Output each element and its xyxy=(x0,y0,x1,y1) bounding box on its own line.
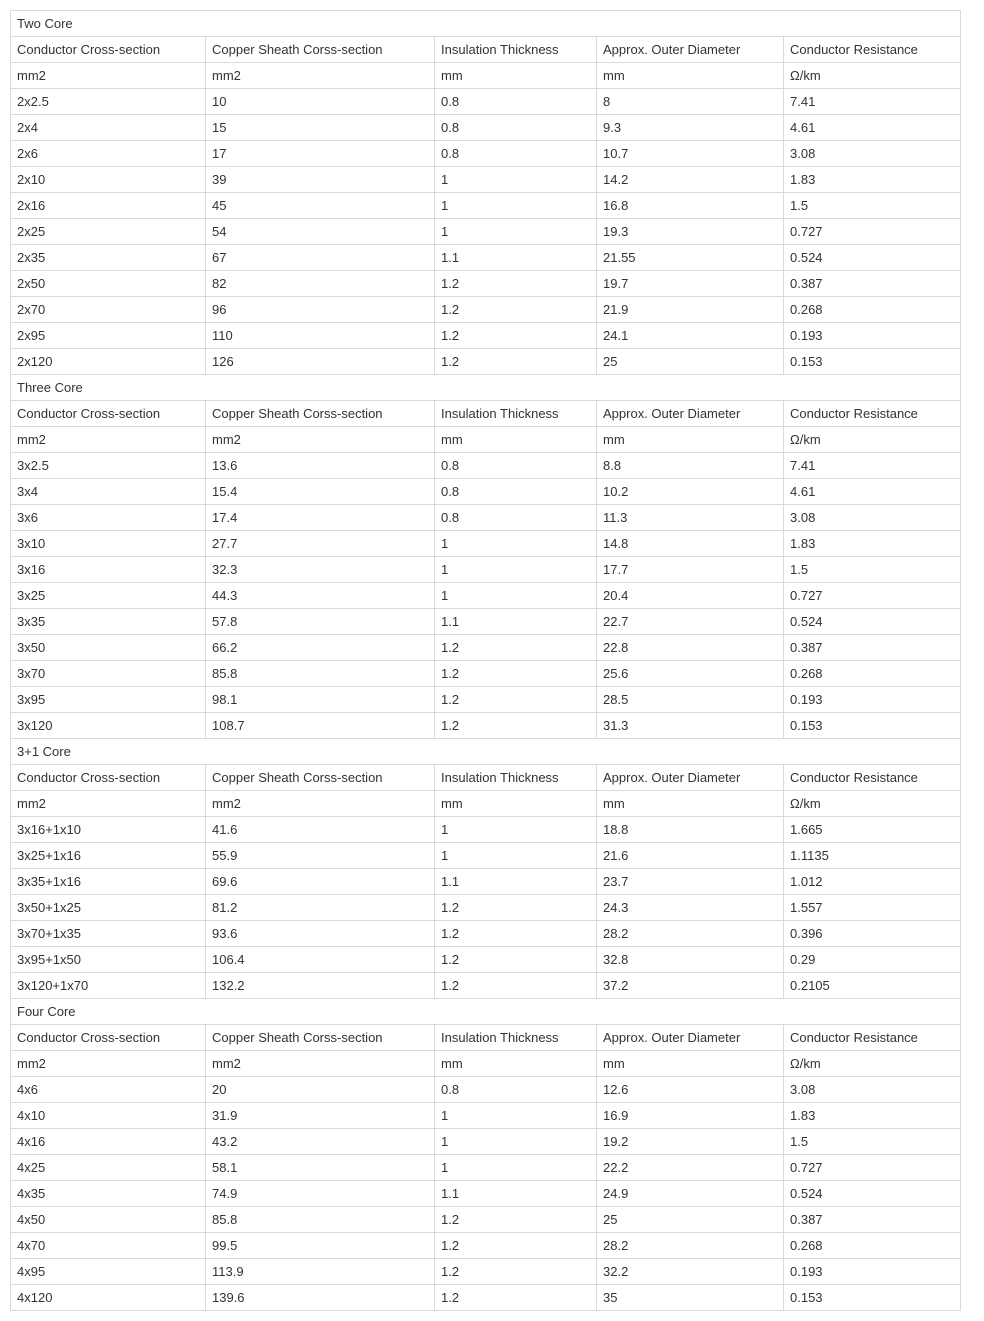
outer-diameter-cell: 9.3 xyxy=(597,115,784,141)
copper-sheath-cross-section-cell: 27.7 xyxy=(206,531,435,557)
unit-copper-sheath-cross-section: mm2 xyxy=(206,427,435,453)
conductor-cross-section-cell: 3x50+1x25 xyxy=(11,895,206,921)
conductor-cross-section-cell: 2x2.5 xyxy=(11,89,206,115)
insulation-thickness-cell: 1.2 xyxy=(435,973,597,999)
header-copper-sheath-cross-section: Copper Sheath Corss-section xyxy=(206,765,435,791)
conductor-cross-section-cell: 3x16 xyxy=(11,557,206,583)
conductor-resistance-cell: 0.268 xyxy=(784,661,961,687)
table-row xyxy=(11,1181,961,1207)
copper-sheath-cross-section-cell: 126 xyxy=(206,349,435,375)
conductor-cross-section-cell: 3x95+1x50 xyxy=(11,947,206,973)
insulation-thickness-cell: 1 xyxy=(435,531,597,557)
conductor-resistance-cell: 1.5 xyxy=(784,193,961,219)
conductor-resistance-cell: 1.83 xyxy=(784,1103,961,1129)
conductor-resistance-cell: 0.524 xyxy=(784,609,961,635)
table-row xyxy=(11,947,961,973)
outer-diameter-cell: 28.2 xyxy=(597,921,784,947)
header-conductor-resistance: Conductor Resistance xyxy=(784,37,961,63)
table-row xyxy=(11,323,961,349)
conductor-cross-section-cell: 4x16 xyxy=(11,1129,206,1155)
copper-sheath-cross-section-cell: 139.6 xyxy=(206,1285,435,1311)
insulation-thickness-cell: 1.2 xyxy=(435,323,597,349)
outer-diameter-cell: 17.7 xyxy=(597,557,784,583)
outer-diameter-cell: 32.8 xyxy=(597,947,784,973)
outer-diameter-cell: 28.2 xyxy=(597,1233,784,1259)
section-title: Three Core xyxy=(11,375,961,401)
conductor-cross-section-cell: 3x2.5 xyxy=(11,453,206,479)
conductor-resistance-cell: 0.727 xyxy=(784,583,961,609)
insulation-thickness-cell: 1 xyxy=(435,1103,597,1129)
copper-sheath-cross-section-cell: 93.6 xyxy=(206,921,435,947)
conductor-cross-section-cell: 4x70 xyxy=(11,1233,206,1259)
section-title-row xyxy=(11,999,961,1025)
unit-insulation-thickness: mm xyxy=(435,427,597,453)
unit-insulation-thickness: mm xyxy=(435,1051,597,1077)
copper-sheath-cross-section-cell: 81.2 xyxy=(206,895,435,921)
header-copper-sheath-cross-section: Copper Sheath Corss-section xyxy=(206,1025,435,1051)
copper-sheath-cross-section-cell: 57.8 xyxy=(206,609,435,635)
outer-diameter-cell: 19.3 xyxy=(597,219,784,245)
table-row xyxy=(11,531,961,557)
conductor-resistance-cell: 0.524 xyxy=(784,245,961,271)
table-row xyxy=(11,1207,961,1233)
units-row xyxy=(11,1051,961,1077)
insulation-thickness-cell: 1.2 xyxy=(435,947,597,973)
outer-diameter-cell: 19.7 xyxy=(597,271,784,297)
insulation-thickness-cell: 1 xyxy=(435,557,597,583)
table-row xyxy=(11,843,961,869)
insulation-thickness-cell: 1.2 xyxy=(435,895,597,921)
conductor-resistance-cell: 0.153 xyxy=(784,713,961,739)
conductor-resistance-cell: 0.193 xyxy=(784,687,961,713)
outer-diameter-cell: 11.3 xyxy=(597,505,784,531)
insulation-thickness-cell: 1.2 xyxy=(435,687,597,713)
unit-conductor-resistance: Ω/km xyxy=(784,63,961,89)
header-insulation-thickness: Insulation Thickness xyxy=(435,1025,597,1051)
unit-copper-sheath-cross-section: mm2 xyxy=(206,1051,435,1077)
conductor-cross-section-cell: 4x95 xyxy=(11,1259,206,1285)
copper-sheath-cross-section-cell: 20 xyxy=(206,1077,435,1103)
conductor-cross-section-cell: 3x4 xyxy=(11,479,206,505)
conductor-cross-section-cell: 3x70+1x35 xyxy=(11,921,206,947)
unit-conductor-cross-section: mm2 xyxy=(11,427,206,453)
conductor-resistance-cell: 0.193 xyxy=(784,1259,961,1285)
unit-insulation-thickness: mm xyxy=(435,791,597,817)
outer-diameter-cell: 28.5 xyxy=(597,687,784,713)
copper-sheath-cross-section-cell: 54 xyxy=(206,219,435,245)
conductor-resistance-cell: 0.387 xyxy=(784,635,961,661)
table-row xyxy=(11,713,961,739)
conductor-resistance-cell: 0.524 xyxy=(784,1181,961,1207)
insulation-thickness-cell: 1.1 xyxy=(435,609,597,635)
conductor-resistance-cell: 0.153 xyxy=(784,1285,961,1311)
conductor-resistance-cell: 1.012 xyxy=(784,869,961,895)
conductor-cross-section-cell: 3x10 xyxy=(11,531,206,557)
table-row xyxy=(11,1129,961,1155)
header-outer-diameter: Approx. Outer Diameter xyxy=(597,1025,784,1051)
conductor-cross-section-cell: 3x35+1x16 xyxy=(11,869,206,895)
conductor-resistance-cell: 4.61 xyxy=(784,115,961,141)
conductor-resistance-cell: 3.08 xyxy=(784,1077,961,1103)
copper-sheath-cross-section-cell: 106.4 xyxy=(206,947,435,973)
insulation-thickness-cell: 1 xyxy=(435,219,597,245)
outer-diameter-cell: 32.2 xyxy=(597,1259,784,1285)
spec-table-body xyxy=(11,11,961,1311)
insulation-thickness-cell: 1 xyxy=(435,167,597,193)
outer-diameter-cell: 31.3 xyxy=(597,713,784,739)
unit-conductor-resistance: Ω/km xyxy=(784,1051,961,1077)
insulation-thickness-cell: 1 xyxy=(435,1155,597,1181)
section-title-row xyxy=(11,739,961,765)
copper-sheath-cross-section-cell: 32.3 xyxy=(206,557,435,583)
copper-sheath-cross-section-cell: 96 xyxy=(206,297,435,323)
insulation-thickness-cell: 1.1 xyxy=(435,869,597,895)
header-conductor-cross-section: Conductor Cross-section xyxy=(11,1025,206,1051)
outer-diameter-cell: 12.6 xyxy=(597,1077,784,1103)
outer-diameter-cell: 8.8 xyxy=(597,453,784,479)
insulation-thickness-cell: 1 xyxy=(435,193,597,219)
unit-conductor-cross-section: mm2 xyxy=(11,63,206,89)
table-row xyxy=(11,479,961,505)
table-row xyxy=(11,661,961,687)
copper-sheath-cross-section-cell: 44.3 xyxy=(206,583,435,609)
outer-diameter-cell: 21.6 xyxy=(597,843,784,869)
conductor-cross-section-cell: 4x10 xyxy=(11,1103,206,1129)
table-row xyxy=(11,115,961,141)
header-conductor-resistance: Conductor Resistance xyxy=(784,765,961,791)
insulation-thickness-cell: 1.2 xyxy=(435,271,597,297)
unit-conductor-resistance: Ω/km xyxy=(784,427,961,453)
copper-sheath-cross-section-cell: 43.2 xyxy=(206,1129,435,1155)
insulation-thickness-cell: 0.8 xyxy=(435,115,597,141)
conductor-cross-section-cell: 2x25 xyxy=(11,219,206,245)
copper-sheath-cross-section-cell: 67 xyxy=(206,245,435,271)
copper-sheath-cross-section-cell: 17.4 xyxy=(206,505,435,531)
unit-conductor-cross-section: mm2 xyxy=(11,791,206,817)
conductor-cross-section-cell: 3x120+1x70 xyxy=(11,973,206,999)
insulation-thickness-cell: 1.2 xyxy=(435,635,597,661)
outer-diameter-cell: 10.2 xyxy=(597,479,784,505)
copper-sheath-cross-section-cell: 113.9 xyxy=(206,1259,435,1285)
conductor-cross-section-cell: 2x70 xyxy=(11,297,206,323)
table-row xyxy=(11,1285,961,1311)
conductor-cross-section-cell: 3x25 xyxy=(11,583,206,609)
table-row xyxy=(11,219,961,245)
table-row xyxy=(11,895,961,921)
conductor-cross-section-cell: 3x35 xyxy=(11,609,206,635)
conductor-cross-section-cell: 2x16 xyxy=(11,193,206,219)
table-row xyxy=(11,609,961,635)
copper-sheath-cross-section-cell: 45 xyxy=(206,193,435,219)
insulation-thickness-cell: 1.2 xyxy=(435,1259,597,1285)
table-row xyxy=(11,1259,961,1285)
insulation-thickness-cell: 1 xyxy=(435,843,597,869)
unit-outer-diameter: mm xyxy=(597,1051,784,1077)
outer-diameter-cell: 24.1 xyxy=(597,323,784,349)
section-title: Four Core xyxy=(11,999,961,1025)
conductor-resistance-cell: 1.557 xyxy=(784,895,961,921)
table-row xyxy=(11,921,961,947)
outer-diameter-cell: 21.9 xyxy=(597,297,784,323)
conductor-resistance-cell: 0.2105 xyxy=(784,973,961,999)
conductor-cross-section-cell: 2x50 xyxy=(11,271,206,297)
conductor-cross-section-cell: 3x6 xyxy=(11,505,206,531)
conductor-cross-section-cell: 2x95 xyxy=(11,323,206,349)
conductor-resistance-cell: 0.268 xyxy=(784,297,961,323)
table-row xyxy=(11,1077,961,1103)
table-row xyxy=(11,817,961,843)
header-copper-sheath-cross-section: Copper Sheath Corss-section xyxy=(206,37,435,63)
insulation-thickness-cell: 1 xyxy=(435,817,597,843)
conductor-resistance-cell: 0.387 xyxy=(784,271,961,297)
conductor-cross-section-cell: 2x120 xyxy=(11,349,206,375)
outer-diameter-cell: 25 xyxy=(597,349,784,375)
outer-diameter-cell: 35 xyxy=(597,1285,784,1311)
outer-diameter-cell: 22.2 xyxy=(597,1155,784,1181)
section-title: 3+1 Core xyxy=(11,739,961,765)
conductor-cross-section-cell: 4x25 xyxy=(11,1155,206,1181)
outer-diameter-cell: 21.55 xyxy=(597,245,784,271)
table-row xyxy=(11,1155,961,1181)
insulation-thickness-cell: 1.2 xyxy=(435,297,597,323)
insulation-thickness-cell: 1.2 xyxy=(435,349,597,375)
copper-sheath-cross-section-cell: 15.4 xyxy=(206,479,435,505)
insulation-thickness-cell: 0.8 xyxy=(435,479,597,505)
column-header-row xyxy=(11,765,961,791)
table-row xyxy=(11,245,961,271)
copper-sheath-cross-section-cell: 85.8 xyxy=(206,661,435,687)
insulation-thickness-cell: 0.8 xyxy=(435,1077,597,1103)
header-conductor-resistance: Conductor Resistance xyxy=(784,1025,961,1051)
insulation-thickness-cell: 1 xyxy=(435,583,597,609)
header-conductor-cross-section: Conductor Cross-section xyxy=(11,765,206,791)
copper-sheath-cross-section-cell: 31.9 xyxy=(206,1103,435,1129)
copper-sheath-cross-section-cell: 58.1 xyxy=(206,1155,435,1181)
copper-sheath-cross-section-cell: 10 xyxy=(206,89,435,115)
table-row xyxy=(11,687,961,713)
header-insulation-thickness: Insulation Thickness xyxy=(435,37,597,63)
unit-outer-diameter: mm xyxy=(597,791,784,817)
conductor-resistance-cell: 0.727 xyxy=(784,219,961,245)
table-row xyxy=(11,349,961,375)
units-row xyxy=(11,427,961,453)
conductor-cross-section-cell: 4x120 xyxy=(11,1285,206,1311)
outer-diameter-cell: 16.8 xyxy=(597,193,784,219)
outer-diameter-cell: 25.6 xyxy=(597,661,784,687)
copper-sheath-cross-section-cell: 39 xyxy=(206,167,435,193)
copper-sheath-cross-section-cell: 17 xyxy=(206,141,435,167)
copper-sheath-cross-section-cell: 69.6 xyxy=(206,869,435,895)
table-row xyxy=(11,141,961,167)
table-row xyxy=(11,1233,961,1259)
conductor-resistance-cell: 1.1135 xyxy=(784,843,961,869)
header-conductor-cross-section: Conductor Cross-section xyxy=(11,401,206,427)
header-insulation-thickness: Insulation Thickness xyxy=(435,401,597,427)
conductor-cross-section-cell: 2x10 xyxy=(11,167,206,193)
outer-diameter-cell: 18.8 xyxy=(597,817,784,843)
cable-spec-table xyxy=(10,10,961,1311)
header-outer-diameter: Approx. Outer Diameter xyxy=(597,37,784,63)
unit-copper-sheath-cross-section: mm2 xyxy=(206,791,435,817)
outer-diameter-cell: 24.3 xyxy=(597,895,784,921)
copper-sheath-cross-section-cell: 66.2 xyxy=(206,635,435,661)
outer-diameter-cell: 23.7 xyxy=(597,869,784,895)
copper-sheath-cross-section-cell: 15 xyxy=(206,115,435,141)
conductor-resistance-cell: 0.387 xyxy=(784,1207,961,1233)
insulation-thickness-cell: 1 xyxy=(435,1129,597,1155)
column-header-row xyxy=(11,401,961,427)
conductor-cross-section-cell: 4x50 xyxy=(11,1207,206,1233)
unit-outer-diameter: mm xyxy=(597,63,784,89)
table-row xyxy=(11,557,961,583)
section-title: Two Core xyxy=(11,11,961,37)
outer-diameter-cell: 16.9 xyxy=(597,1103,784,1129)
conductor-resistance-cell: 0.193 xyxy=(784,323,961,349)
conductor-resistance-cell: 3.08 xyxy=(784,141,961,167)
section-title-row xyxy=(11,375,961,401)
conductor-resistance-cell: 3.08 xyxy=(784,505,961,531)
unit-conductor-cross-section: mm2 xyxy=(11,1051,206,1077)
table-row xyxy=(11,453,961,479)
conductor-resistance-cell: 1.665 xyxy=(784,817,961,843)
section-title-row xyxy=(11,11,961,37)
outer-diameter-cell: 14.8 xyxy=(597,531,784,557)
outer-diameter-cell: 25 xyxy=(597,1207,784,1233)
conductor-resistance-cell: 1.83 xyxy=(784,167,961,193)
outer-diameter-cell: 22.8 xyxy=(597,635,784,661)
conductor-cross-section-cell: 4x6 xyxy=(11,1077,206,1103)
unit-copper-sheath-cross-section: mm2 xyxy=(206,63,435,89)
column-header-row xyxy=(11,37,961,63)
conductor-cross-section-cell: 3x25+1x16 xyxy=(11,843,206,869)
table-row xyxy=(11,505,961,531)
table-row xyxy=(11,635,961,661)
insulation-thickness-cell: 0.8 xyxy=(435,89,597,115)
insulation-thickness-cell: 1.2 xyxy=(435,1285,597,1311)
conductor-resistance-cell: 1.5 xyxy=(784,557,961,583)
table-row xyxy=(11,167,961,193)
insulation-thickness-cell: 1.2 xyxy=(435,1207,597,1233)
outer-diameter-cell: 20.4 xyxy=(597,583,784,609)
copper-sheath-cross-section-cell: 110 xyxy=(206,323,435,349)
conductor-resistance-cell: 7.41 xyxy=(784,89,961,115)
copper-sheath-cross-section-cell: 85.8 xyxy=(206,1207,435,1233)
header-outer-diameter: Approx. Outer Diameter xyxy=(597,401,784,427)
header-conductor-cross-section: Conductor Cross-section xyxy=(11,37,206,63)
conductor-cross-section-cell: 3x95 xyxy=(11,687,206,713)
table-row xyxy=(11,1103,961,1129)
conductor-resistance-cell: 7.41 xyxy=(784,453,961,479)
units-row xyxy=(11,791,961,817)
table-row xyxy=(11,271,961,297)
outer-diameter-cell: 22.7 xyxy=(597,609,784,635)
conductor-resistance-cell: 0.268 xyxy=(784,1233,961,1259)
conductor-resistance-cell: 0.153 xyxy=(784,349,961,375)
table-row xyxy=(11,973,961,999)
copper-sheath-cross-section-cell: 55.9 xyxy=(206,843,435,869)
conductor-cross-section-cell: 4x35 xyxy=(11,1181,206,1207)
conductor-cross-section-cell: 2x35 xyxy=(11,245,206,271)
insulation-thickness-cell: 1.2 xyxy=(435,713,597,739)
table-row xyxy=(11,583,961,609)
table-row xyxy=(11,193,961,219)
insulation-thickness-cell: 1.2 xyxy=(435,661,597,687)
table-row xyxy=(11,297,961,323)
header-copper-sheath-cross-section: Copper Sheath Corss-section xyxy=(206,401,435,427)
unit-conductor-resistance: Ω/km xyxy=(784,791,961,817)
insulation-thickness-cell: 0.8 xyxy=(435,453,597,479)
copper-sheath-cross-section-cell: 132.2 xyxy=(206,973,435,999)
conductor-resistance-cell: 0.396 xyxy=(784,921,961,947)
copper-sheath-cross-section-cell: 13.6 xyxy=(206,453,435,479)
conductor-cross-section-cell: 3x50 xyxy=(11,635,206,661)
outer-diameter-cell: 8 xyxy=(597,89,784,115)
copper-sheath-cross-section-cell: 41.6 xyxy=(206,817,435,843)
conductor-cross-section-cell: 3x120 xyxy=(11,713,206,739)
header-conductor-resistance: Conductor Resistance xyxy=(784,401,961,427)
insulation-thickness-cell: 1.1 xyxy=(435,245,597,271)
insulation-thickness-cell: 1.2 xyxy=(435,921,597,947)
outer-diameter-cell: 10.7 xyxy=(597,141,784,167)
outer-diameter-cell: 14.2 xyxy=(597,167,784,193)
copper-sheath-cross-section-cell: 74.9 xyxy=(206,1181,435,1207)
conductor-resistance-cell: 1.83 xyxy=(784,531,961,557)
copper-sheath-cross-section-cell: 82 xyxy=(206,271,435,297)
unit-outer-diameter: mm xyxy=(597,427,784,453)
header-insulation-thickness: Insulation Thickness xyxy=(435,765,597,791)
conductor-resistance-cell: 1.5 xyxy=(784,1129,961,1155)
conductor-resistance-cell: 0.29 xyxy=(784,947,961,973)
insulation-thickness-cell: 1.1 xyxy=(435,1181,597,1207)
conductor-cross-section-cell: 2x4 xyxy=(11,115,206,141)
units-row xyxy=(11,63,961,89)
conductor-resistance-cell: 4.61 xyxy=(784,479,961,505)
table-row xyxy=(11,869,961,895)
unit-insulation-thickness: mm xyxy=(435,63,597,89)
outer-diameter-cell: 24.9 xyxy=(597,1181,784,1207)
table-row xyxy=(11,89,961,115)
copper-sheath-cross-section-cell: 98.1 xyxy=(206,687,435,713)
insulation-thickness-cell: 0.8 xyxy=(435,141,597,167)
conductor-cross-section-cell: 3x70 xyxy=(11,661,206,687)
outer-diameter-cell: 37.2 xyxy=(597,973,784,999)
insulation-thickness-cell: 0.8 xyxy=(435,505,597,531)
conductor-cross-section-cell: 2x6 xyxy=(11,141,206,167)
copper-sheath-cross-section-cell: 108.7 xyxy=(206,713,435,739)
header-outer-diameter: Approx. Outer Diameter xyxy=(597,765,784,791)
column-header-row xyxy=(11,1025,961,1051)
outer-diameter-cell: 19.2 xyxy=(597,1129,784,1155)
insulation-thickness-cell: 1.2 xyxy=(435,1233,597,1259)
conductor-cross-section-cell: 3x16+1x10 xyxy=(11,817,206,843)
copper-sheath-cross-section-cell: 99.5 xyxy=(206,1233,435,1259)
conductor-resistance-cell: 0.727 xyxy=(784,1155,961,1181)
